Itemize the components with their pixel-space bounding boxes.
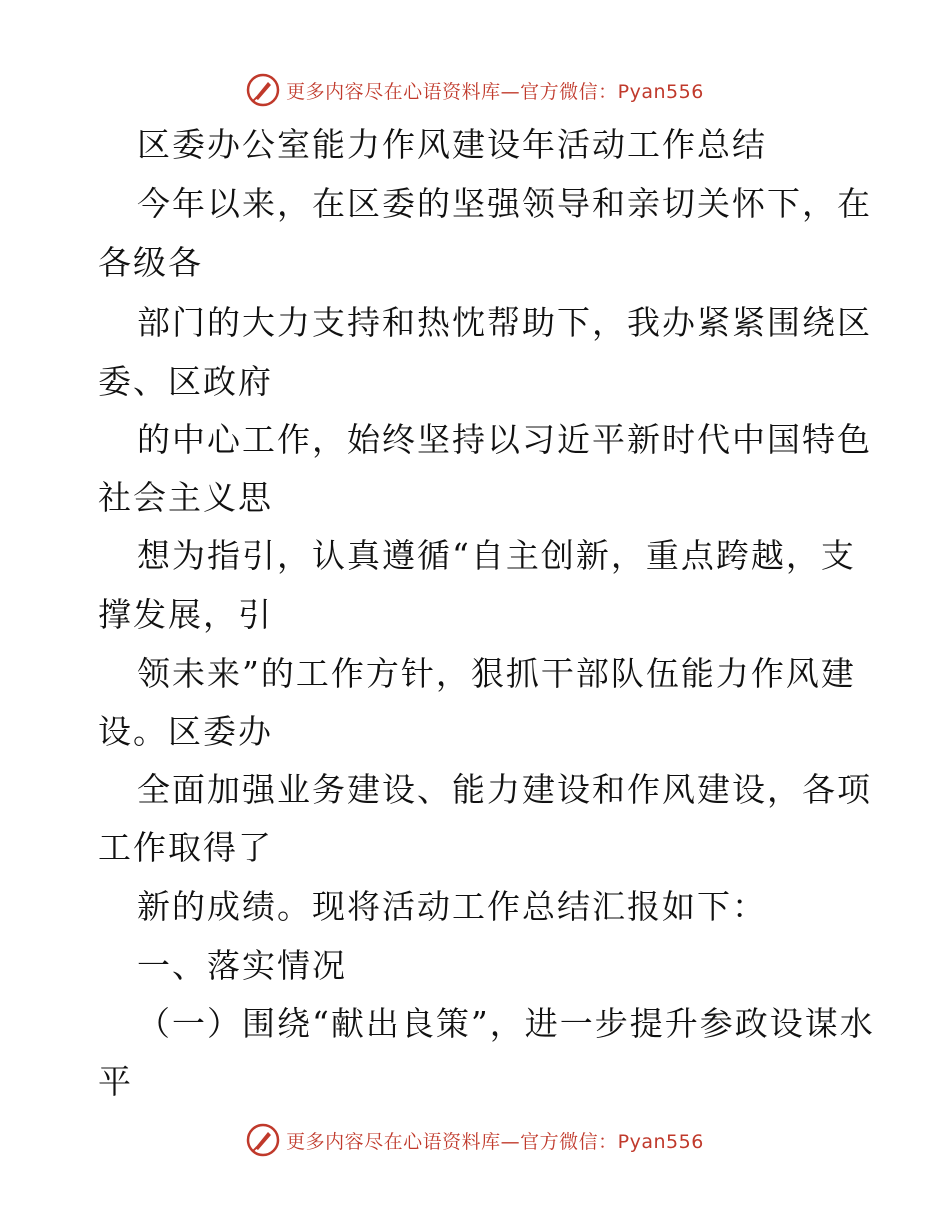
watermark-brand [246,73,704,107]
watermark-text: 更多内容尽在心语资料库—官方微信：Pyan556 [286,80,704,103]
document-title: 区委办公室能力作风建设年活动工作总结 [137,125,767,164]
paragraph-line: 新的成绩。现将活动工作总结汇报如下： [137,887,767,926]
subsection-heading: （一）围绕“献出良策”，进一步提升参政设谋水 [137,1004,875,1043]
footer-watermark [0,1122,950,1158]
paragraph-line: 部门的大力支持和热忱帮助下，我办紧紧围绕区 [137,303,872,342]
paragraph-line: 各级各 [98,243,203,282]
quill-logo-icon [246,1123,280,1157]
paragraph-line: 全面加强业务建设、能力建设和作风建设，各项 [137,770,872,809]
paragraph-line: 工作取得了 [98,828,273,867]
paragraph-line: 社会主义思 [98,478,273,517]
paragraph-line: 委、区政府 [98,362,273,401]
paragraph-line: 撑发展，引 [98,595,273,634]
paragraph-line: 想为指引，认真遵循“自主创新，重点跨越，支 [137,536,856,575]
quill-logo-icon [246,73,280,107]
paragraph-line: 今年以来，在区委的坚强领导和亲切关怀下，在 [137,184,872,223]
paragraph-line: 的中心工作，始终坚持以习近平新时代中国特色 [137,420,872,459]
paragraph-line: 设。区委办 [98,712,273,751]
watermark-text: 更多内容尽在心语资料库—官方微信：Pyan556 [286,1130,704,1153]
watermark-brand [246,1123,704,1157]
paragraph-line: 领未来”的工作方针，狠抓干部队伍能力作风建 [137,654,856,693]
section-heading: 一、落实情况 [137,946,347,985]
header-watermark [0,72,950,108]
paragraph-line: 平 [98,1062,133,1101]
